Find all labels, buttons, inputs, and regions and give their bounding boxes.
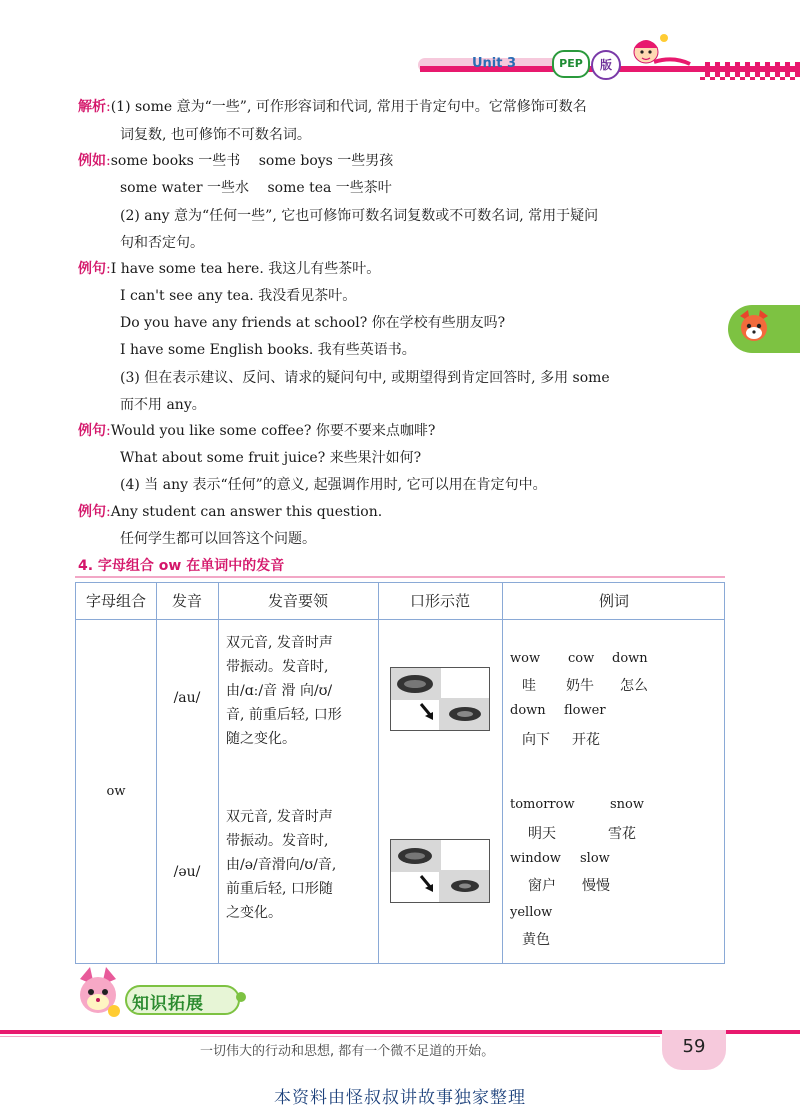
example-meaning: 慢慢 (582, 878, 610, 894)
footer-motto: 一切伟大的行动和思想, 都有一个微不足道的开始。 (200, 1044, 495, 1059)
example-word: wow (510, 651, 541, 666)
table-header-tips: 发音要领 (267, 592, 328, 610)
table-header-sound: 发音 (171, 592, 202, 610)
section-4-rule (75, 576, 725, 578)
pronunciation-table (75, 582, 725, 964)
analysis-line-2: 词复数, 也可修饰不可数名词。 (120, 127, 311, 143)
sentence-line-3: Do you have any friends at school? 你在学校有些朋友吗? (120, 315, 506, 331)
knowledge-extension-label: 知识拓展 (132, 994, 204, 1014)
example-meaning: 明天 (528, 826, 556, 842)
example-meaning: 黄色 (522, 932, 550, 948)
example-meaning: 向下 (522, 732, 550, 748)
sentence-label-3: 例句 (78, 504, 106, 520)
example-meaning: 雪花 (608, 826, 636, 842)
example-meaning: 窗户 (528, 878, 556, 894)
table-row-1-phonetic: /au/ (173, 690, 201, 706)
analysis-line-3: (2) any 意为“任何一些”, 它也可修饰可数名词复数或不可数名词, 常用于疑问 (120, 208, 599, 224)
analysis-label: 解析 (78, 99, 106, 115)
example-word: cow (568, 651, 595, 666)
example-line-2: some water 一些水 some tea 一些茶叶 (120, 180, 392, 196)
analysis-line-1: 解析:(1) some 意为“一些”, 可作形容词和代词, 常用于肯定句中。它常修饰可数名 (78, 99, 587, 115)
table-header-combo: 字母组合 (85, 592, 146, 610)
example-meaning: 哇 (522, 678, 536, 694)
header-checker-pattern (700, 62, 800, 80)
fox-mascot-icon (68, 965, 128, 1021)
example-word: yellow (510, 905, 553, 920)
example-word: slow (580, 851, 610, 866)
footer-rule-thin (0, 1036, 660, 1037)
table-row-2-desc: 双元音, 发音时声 带振动。发音时, 由/ə/音滑向/ʊ/音, 前重后轻, 口形随 之变化。 (226, 809, 337, 921)
edition-badge: 版 (591, 50, 621, 80)
sentence-label: 例句 (78, 261, 106, 277)
mouth-diagram-au (390, 667, 490, 731)
example-label: 例如 (78, 153, 106, 169)
pep-badge: PEP (552, 50, 590, 78)
sentence-line-6: What about some fruit juice? 来些果汁如何? (120, 450, 422, 466)
example-word: down (612, 651, 648, 666)
unit-label: Unit 3 (472, 56, 517, 71)
credit-line: 本资料由怪叔叔讲故事独家整理 (274, 1088, 526, 1108)
example-line-1: 例如:some books 一些书 some boys 一些男孩 (78, 153, 394, 169)
table-row-1-desc: 双元音, 发音时声 带振动。发音时, 由/ɑː/音 滑 向/ʊ/ 音, 前重后轻, 口形 随之变化。 (226, 635, 342, 747)
analysis-line-7: (4) 当 any 表示“任何”的意义, 起强调作用时, 它可以用在肯定句中。 (120, 477, 547, 493)
example-word: flower (564, 703, 606, 718)
example-meaning: 怎么 (620, 678, 648, 694)
fox-mascot-icon (734, 308, 774, 348)
table-header-divider (76, 619, 724, 620)
example-word: tomorrow (510, 797, 575, 812)
example-word: window (510, 851, 561, 866)
analysis-line-4: 句和否定句。 (120, 235, 204, 251)
sentence-label-2: 例句 (78, 423, 106, 439)
table-header-mouth: 口形示范 (409, 592, 470, 610)
section-4-title: 4. 字母组合 ow 在单词中的发音 (78, 558, 285, 574)
example-meaning: 奶牛 (566, 678, 594, 694)
mouth-shape-icon (391, 840, 489, 902)
example-word: down (510, 703, 546, 718)
knowledge-dot-icon (236, 992, 246, 1002)
mouth-shape-icon (391, 668, 489, 730)
analysis-line-6: 而不用 any。 (120, 397, 206, 413)
table-col-divider (502, 583, 503, 963)
table-row-2-phonetic: /əu/ (173, 864, 201, 880)
sentence-line-1: 例句:I have some tea here. 我这儿有些茶叶。 (78, 261, 381, 277)
table-col-divider (156, 583, 157, 963)
page-number: 59 (682, 1036, 706, 1057)
example-word: snow (610, 797, 644, 812)
example-meaning: 开花 (572, 732, 600, 748)
table-col-divider (378, 583, 379, 963)
table-col-divider (218, 583, 219, 963)
table-header-examples: 例词 (598, 592, 629, 610)
sentence-line-4: I have some English books. 我有些英语书。 (120, 342, 416, 358)
sentence-line-2: I can't see any tea. 我没看见茶叶。 (120, 288, 357, 304)
header-mascot-icon (618, 30, 698, 80)
analysis-line-5: (3) 但在表示建议、反问、请求的疑问句中, 或期望得到肯定回答时, 多用 some (120, 370, 610, 386)
sentence-line-5: 例句:Would you like some coffee? 你要不要来点咖啡? (78, 423, 436, 439)
table-combo-cell: ow (106, 784, 126, 799)
sentence-line-7: 例句:Any student can answer this question. (78, 504, 383, 520)
sentence-line-8: 任何学生都可以回答这个问题。 (120, 531, 316, 547)
mouth-diagram-ou (390, 839, 490, 903)
